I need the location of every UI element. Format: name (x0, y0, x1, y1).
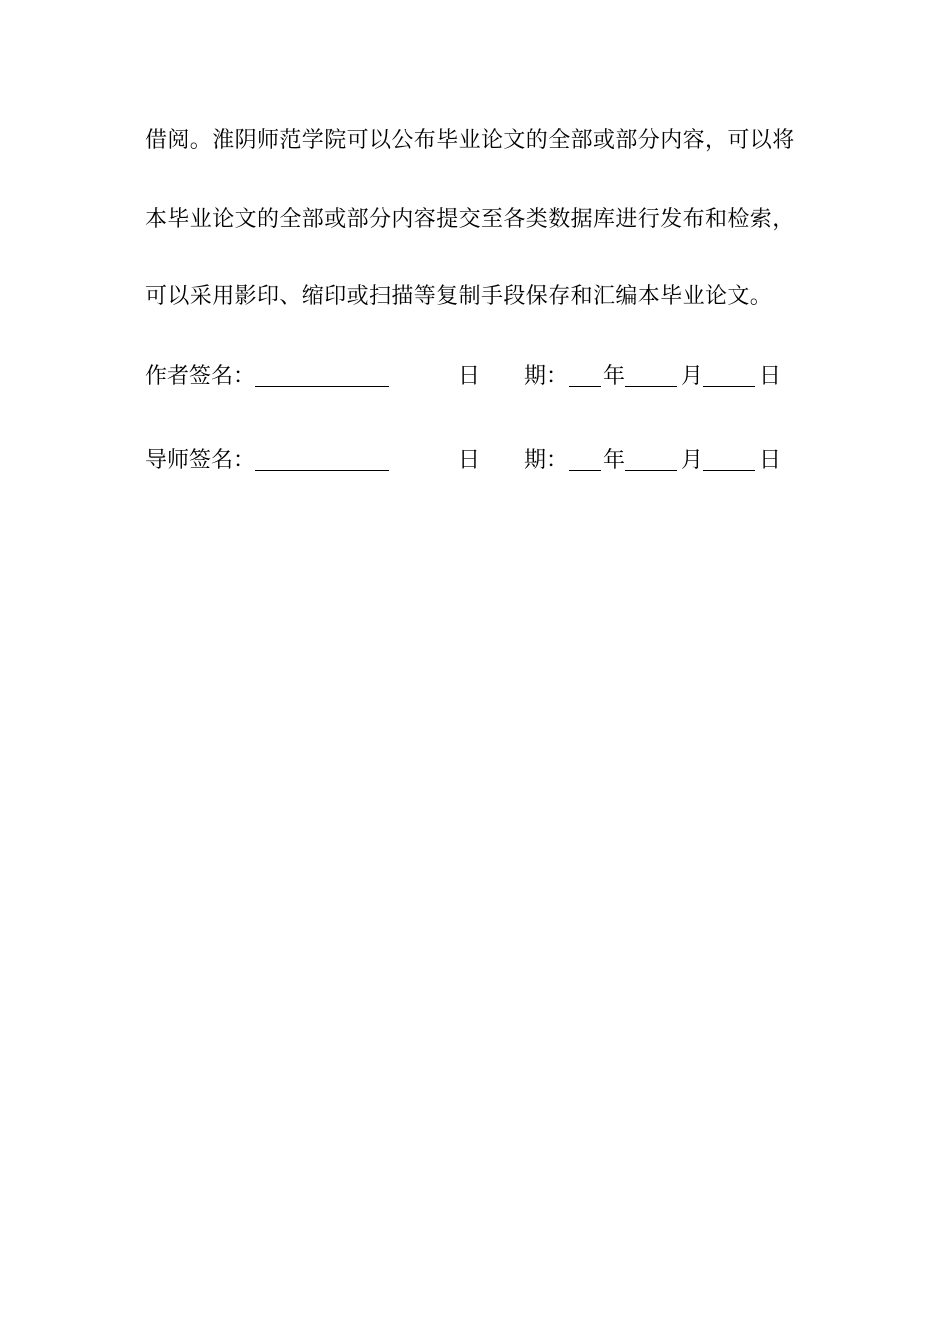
author-signature-label: 作者签名： (145, 364, 256, 389)
advisor-date-label-qi: 期： (524, 448, 569, 473)
author-signature-blank[interactable] (255, 364, 389, 387)
advisor-date-label-ri: 日 (458, 448, 481, 473)
author-day-label: 日 (759, 364, 782, 389)
author-year-blank[interactable] (569, 364, 601, 387)
advisor-day-label: 日 (759, 448, 782, 473)
advisor-year-blank[interactable] (569, 448, 601, 471)
advisor-signature-row (145, 448, 825, 478)
statement-line-1: 借阅。淮阴师范学院可以公布毕业论文的全部或部分内容，可以将 (145, 128, 795, 153)
advisor-month-blank[interactable] (625, 448, 677, 471)
author-month-blank[interactable] (625, 364, 677, 387)
statement-line-3: 可以采用影印、缩印或扫描等复制手段保存和汇编本毕业论文。 (145, 284, 773, 309)
author-date-label-qi: 期： (524, 364, 569, 389)
author-signature-row (145, 364, 825, 394)
statement-line-2: 本毕业论文的全部或部分内容提交至各类数据库进行发布和检索， (145, 207, 795, 232)
author-date-label-ri: 日 (458, 364, 481, 389)
advisor-signature-label: 导师签名： (145, 448, 256, 473)
advisor-signature-blank[interactable] (255, 448, 389, 471)
advisor-day-blank[interactable] (703, 448, 755, 471)
author-year-label: 年 (603, 364, 626, 389)
author-day-blank[interactable] (703, 364, 755, 387)
author-month-label: 月 (681, 364, 704, 389)
advisor-year-label: 年 (603, 448, 626, 473)
advisor-month-label: 月 (681, 448, 704, 473)
